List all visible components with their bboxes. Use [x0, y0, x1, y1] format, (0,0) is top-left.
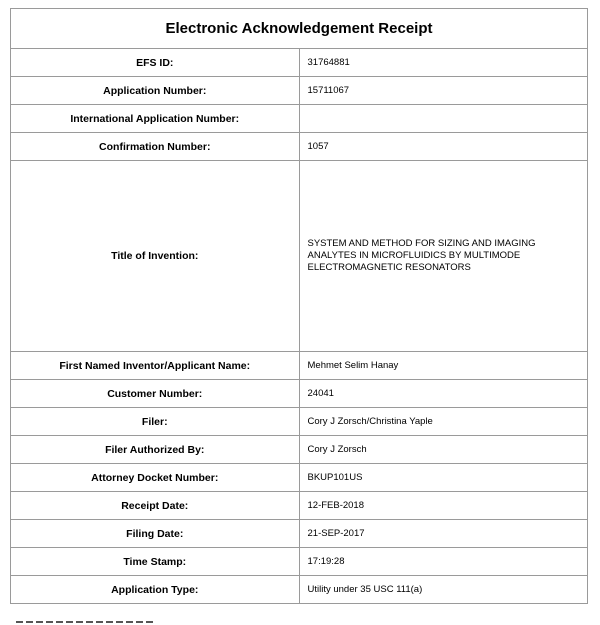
- filer-authorized-by-value: Cory J Zorsch: [299, 436, 588, 464]
- first-named-inventor-value: Mehmet Selim Hanay: [299, 352, 588, 380]
- first-named-inventor-label: First Named Inventor/Applicant Name:: [11, 352, 300, 380]
- table-row-confirmation-number: [11, 133, 588, 161]
- time-stamp-value: 17:19:28: [299, 548, 588, 576]
- international-application-number-value: [299, 105, 588, 133]
- table-row-title-of-invention: [11, 161, 588, 352]
- table-row-filer-authorized-by: [11, 436, 588, 464]
- table-row-attorney-docket-number: [11, 464, 588, 492]
- title-of-invention-label: Title of Invention:: [11, 161, 300, 352]
- receipt-table: [10, 8, 588, 604]
- attorney-docket-number-value: BKUP101US: [299, 464, 588, 492]
- title-row: [11, 9, 588, 49]
- receipt-date-label: Receipt Date:: [11, 492, 300, 520]
- customer-number-label: Customer Number:: [11, 380, 300, 408]
- customer-number-value: 24041: [299, 380, 588, 408]
- filing-date-label: Filing Date:: [11, 520, 300, 548]
- application-type-label: Application Type:: [11, 576, 300, 604]
- table-row-efs-id: [11, 49, 588, 77]
- table-row-international-application-number: [11, 105, 588, 133]
- international-application-number-label: International Application Number:: [11, 105, 300, 133]
- table-row-first-named-inventor: [11, 352, 588, 380]
- time-stamp-label: Time Stamp:: [11, 548, 300, 576]
- table-row-filing-date: [11, 520, 588, 548]
- table-row-time-stamp: [11, 548, 588, 576]
- confirmation-number-value: 1057: [299, 133, 588, 161]
- table-row-application-number: [11, 77, 588, 105]
- table-row-customer-number: [11, 380, 588, 408]
- efs-id-label: EFS ID:: [11, 49, 300, 77]
- filer-label: Filer:: [11, 408, 300, 436]
- receipt-date-value: 12-FEB-2018: [299, 492, 588, 520]
- table-row-application-type: [11, 576, 588, 604]
- confirmation-number-label: Confirmation Number:: [11, 133, 300, 161]
- cut-off-footer-text: [16, 618, 176, 624]
- application-number-value: 15711067: [299, 77, 588, 105]
- application-type-value: Utility under 35 USC 111(a): [299, 576, 588, 604]
- title-of-invention-value: SYSTEM AND METHOD FOR SIZING AND IMAGING ANALYTES IN MICROFLUIDICS BY MULTIMODE ELECTROMAGNETIC RESONATORS: [299, 161, 588, 352]
- filer-authorized-by-label: Filer Authorized By:: [11, 436, 300, 464]
- filing-date-value: 21-SEP-2017: [299, 520, 588, 548]
- attorney-docket-number-label: Attorney Docket Number:: [11, 464, 300, 492]
- application-number-label: Application Number:: [11, 77, 300, 105]
- table-row-filer: [11, 408, 588, 436]
- efs-id-value: 31764881: [299, 49, 588, 77]
- receipt-title: Electronic Acknowledgement Receipt: [11, 9, 588, 49]
- table-row-receipt-date: [11, 492, 588, 520]
- filer-value: Cory J Zorsch/Christina Yaple: [299, 408, 588, 436]
